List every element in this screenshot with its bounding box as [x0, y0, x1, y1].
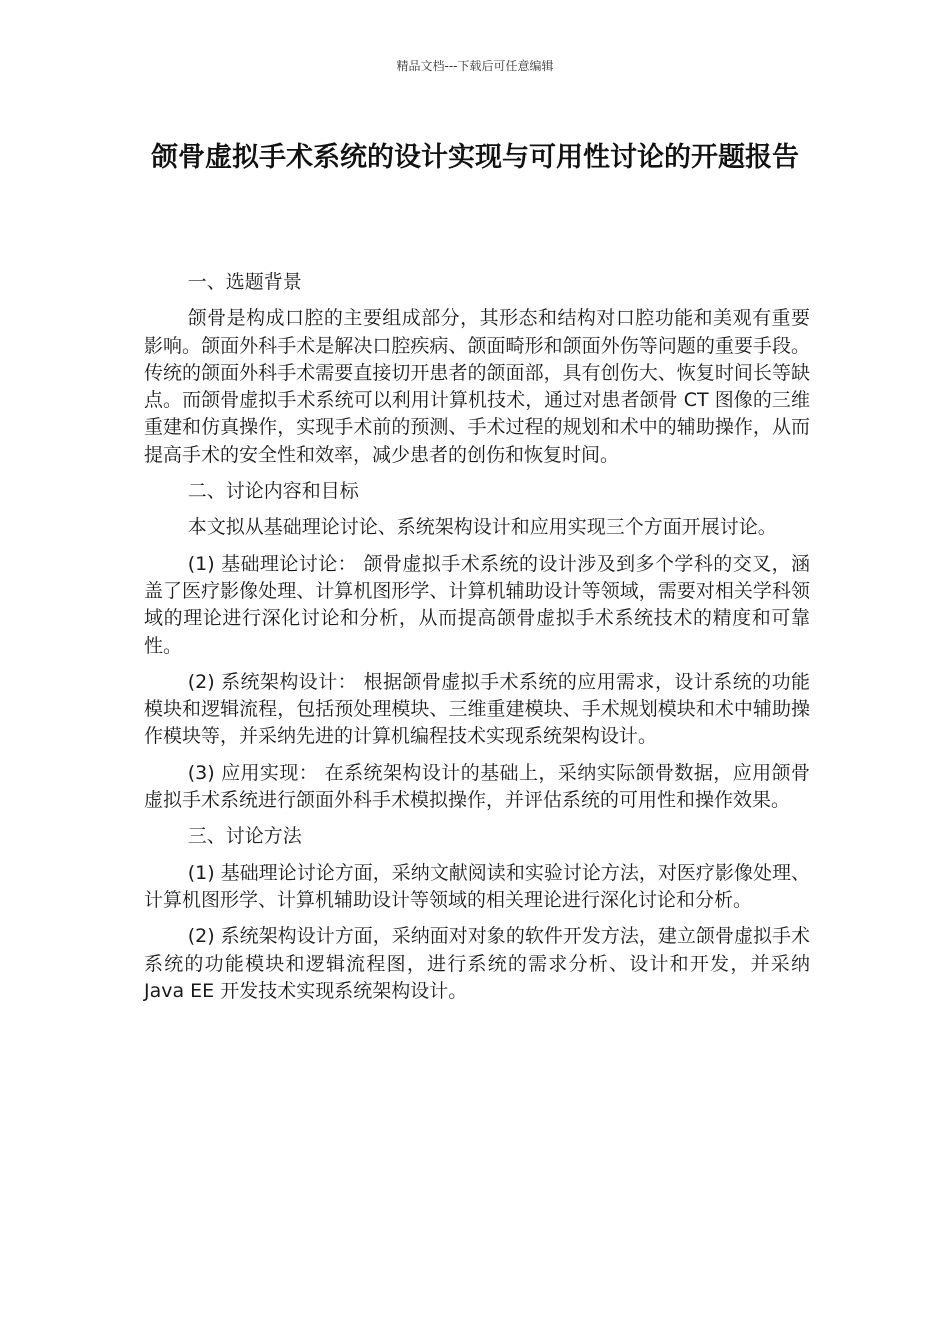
page-header: 精品文档---下载后可任意编辑	[396, 59, 554, 73]
section-heading-background: 一、选题背景	[187, 271, 302, 293]
paragraph-system-architecture: (2) 系统架构设计： 根据颌骨虚拟手术系统的应用需求，设计系统的功能模块和逻辑流程，包括预处理模块、三维重建模块、手术规划模块和术中辅助操作模块等，并采纳先进的计算机编程技术实现系统架构设计。	[144, 670, 810, 748]
paragraph-basic-theory: (1) 基础理论讨论： 颌骨虚拟手术系统的设计涉及到多个学科的交叉，涵盖了医疗影像处理、计算机图形学、计算机辅助设计等领域，需要对相关学科领域的理论进行深化讨论和分析，从而提高颌骨虚拟手术系统技术的精度和可靠性。	[144, 552, 810, 657]
paragraph-content-intro: 本文拟从基础理论讨论、系统架构设计和应用实现三个方面开展讨论。	[187, 516, 777, 539]
document-body	[144, 269, 810, 1014]
document-title: 颌骨虚拟手术系统的设计实现与可用性讨论的开题报告	[151, 142, 799, 173]
paragraph-application: (3) 应用实现： 在系统架构设计的基础上，采纳实际颌骨数据，应用颌骨虚拟手术系统进行颌面外科手术模拟操作，并评估系统的可用性和操作效果。	[144, 761, 810, 812]
section-heading-methods: 三、讨论方法	[187, 825, 302, 848]
paragraph-method-architecture: (2) 系统架构设计方面，采纳面对对象的软件开发方法，建立颌骨虚拟手术系统的功能模块和逻辑流程图，进行系统的需求分析、设计和开发，并采纳 Java EE 开发技术实现系统架构设计。	[144, 925, 810, 1002]
paragraph-background: 颌骨是构成口腔的主要组成部分，其形态和结构对口腔功能和美观有重要影响。颌面外科手术是解决口腔疾病、颌面畸形和颌面外伤等问题的重要手段。传统的颌面外科手术需要直接切开患者的颌面部，具有创伤大、恢复时间长等缺点。而颌骨虚拟手术系统可以利用计算机技术，通过对患者颌骨 CT 图像的三维重建和仿真操作，实现手术前的预测、手术过程的规划和术中的辅助操作，从而提高手术的安全性和效率，减少患者的创伤和恢复时间。	[144, 307, 810, 466]
paragraph-method-theory: (1) 基础理论讨论方面，采纳文献阅读和实验讨论方法，对医疗影像处理、计算机图形学、计算机辅助设计等领域的相关理论进行深化讨论和分析。	[144, 861, 810, 911]
section-heading-content-goals: 二、讨论内容和目标	[187, 480, 359, 503]
